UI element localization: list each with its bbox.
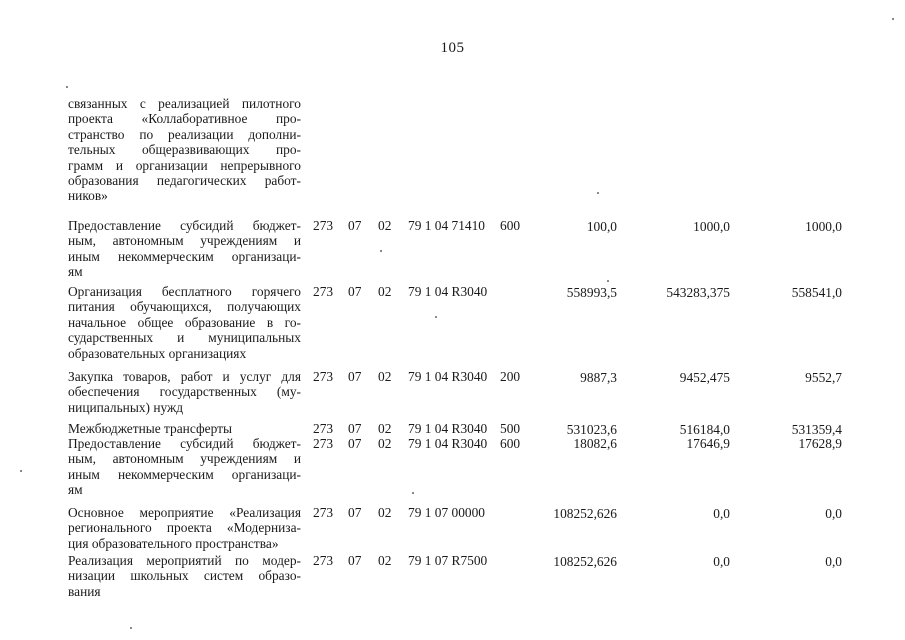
target-article-cell: 79 1 04 R3040: [408, 421, 488, 436]
podrazdel-cell: 02: [378, 369, 392, 384]
expense-type-cell: 600: [500, 436, 521, 451]
row-name-line: Закупка товаров, работ и услуг для: [68, 369, 301, 384]
podrazdel-cell: 02: [378, 284, 392, 299]
row-name-line: Предоставление субсидий бюджет-: [68, 218, 301, 233]
amount-year3-cell: 1000,0: [805, 219, 842, 234]
row-name: [68, 96, 301, 204]
scan-speck: [597, 192, 599, 194]
row-name: [68, 369, 301, 415]
razdel-cell: 07: [348, 436, 362, 451]
amount-year1-cell: 531023,6: [566, 422, 617, 437]
amount-year2-cell: 0,0: [713, 506, 730, 521]
razdel-cell: 07: [348, 553, 362, 568]
grbs-cell: 273: [313, 421, 334, 436]
amount-year2-cell: 9452,475: [679, 370, 730, 385]
row-name-line: проекта «Коллаборативное про-: [68, 111, 301, 127]
grbs-cell: 273: [313, 436, 334, 451]
row-name-line: начальное общее образование в го-: [68, 314, 301, 330]
razdel-cell: 07: [348, 284, 362, 299]
amount-year2-cell: 0,0: [713, 554, 730, 569]
amount-year3-cell: 0,0: [825, 554, 842, 569]
amount-year1-cell: 100,0: [586, 219, 617, 234]
row-name-line: ников»: [68, 188, 108, 204]
scan-speck: [380, 250, 382, 252]
row-name-line: ным, автономным учреждениям и: [68, 233, 301, 249]
scan-speck: [66, 86, 68, 88]
row-name-line: образовательных организациях: [68, 345, 247, 361]
row-name-line: низации школьных систем образо-: [68, 568, 301, 584]
page-number: 105: [440, 40, 465, 56]
amount-year2-cell: 17646,9: [686, 436, 730, 451]
row-name-line: Основное мероприятие «Реализация: [68, 505, 301, 520]
row-name-line: сударственных и муниципальных: [68, 330, 301, 346]
scan-speck: [20, 470, 22, 472]
scan-speck: [130, 627, 132, 629]
expense-type-cell: 500: [500, 421, 521, 436]
amount-year3-cell: 17628,9: [798, 436, 842, 451]
grbs-cell: 273: [313, 284, 334, 299]
row-name-line: питания обучающихся, получающих: [68, 299, 301, 315]
amount-year2-cell: 516184,0: [679, 422, 730, 437]
razdel-cell: 07: [348, 505, 362, 520]
row-name-line: ным, автономным учреждениям и: [68, 451, 301, 467]
row-name: [68, 218, 301, 280]
row-name-line: обеспечения государственных (му-: [68, 384, 301, 400]
razdel-cell: 07: [348, 369, 362, 384]
amount-year1-cell: 108252,626: [553, 554, 617, 569]
row-name-line: грамм и организации непрерывного: [68, 157, 301, 173]
amount-year3-cell: 531359,4: [791, 422, 842, 437]
podrazdel-cell: 02: [378, 436, 392, 451]
grbs-cell: 273: [313, 553, 334, 568]
scan-speck: [435, 316, 437, 318]
row-name-line: тельных общеразвивающих про-: [68, 142, 301, 158]
scan-speck: [412, 492, 414, 494]
row-name: [68, 421, 301, 436]
row-name: [68, 553, 301, 599]
podrazdel-cell: 02: [378, 421, 392, 436]
amount-year1-cell: 108252,626: [553, 506, 617, 521]
row-name-line: связанных с реализацией пилотного: [68, 96, 301, 111]
row-name-line: ям: [68, 264, 83, 280]
amount-year1-cell: 9887,3: [580, 370, 617, 385]
target-article-cell: 79 1 04 R3040: [408, 284, 488, 299]
row-name: [68, 505, 301, 551]
row-name-line: Межбюджетные трансферты: [68, 421, 232, 436]
row-name-line: образования педагогических работ-: [68, 173, 301, 189]
target-article-cell: 79 1 04 71410: [408, 218, 485, 233]
scan-speck: [607, 280, 609, 282]
amount-year1-cell: 558993,5: [566, 285, 617, 300]
podrazdel-cell: 02: [378, 505, 392, 520]
expense-type-cell: 600: [500, 218, 521, 233]
grbs-cell: 273: [313, 369, 334, 384]
row-name-line: странство по реализации дополни-: [68, 126, 301, 142]
row-name-line: иным некоммерческим организаци-: [68, 466, 301, 482]
amount-year2-cell: 1000,0: [693, 219, 730, 234]
amount-year1-cell: 18082,6: [573, 436, 617, 451]
target-article-cell: 79 1 04 R3040: [408, 369, 488, 384]
grbs-cell: 273: [313, 505, 334, 520]
amount-year3-cell: 9552,7: [805, 370, 842, 385]
amount-year3-cell: 0,0: [825, 506, 842, 521]
amount-year2-cell: 543283,375: [666, 285, 730, 300]
podrazdel-cell: 02: [378, 218, 392, 233]
row-name-line: ция образовательного пространства»: [68, 535, 279, 551]
target-article-cell: 79 1 07 00000: [408, 505, 485, 520]
scan-speck: [892, 18, 894, 20]
target-article-cell: 79 1 07 R7500: [408, 553, 488, 568]
razdel-cell: 07: [348, 218, 362, 233]
target-article-cell: 79 1 04 R3040: [408, 436, 488, 451]
row-name-line: Предоставление субсидий бюджет-: [68, 436, 301, 451]
razdel-cell: 07: [348, 421, 362, 436]
expense-type-cell: 200: [500, 369, 521, 384]
row-name-line: иным некоммерческим организаци-: [68, 248, 301, 264]
row-name-line: ям: [68, 482, 83, 498]
row-name-line: ниципальных) нужд: [68, 399, 184, 415]
row-name-line: регионального проекта «Модерниза-: [68, 520, 301, 536]
row-name-line: Организация бесплатного горячего: [68, 284, 301, 299]
podrazdel-cell: 02: [378, 553, 392, 568]
row-name: [68, 436, 301, 498]
grbs-cell: 273: [313, 218, 334, 233]
row-name-line: Реализация мероприятий по модер-: [68, 553, 301, 568]
row-name: [68, 284, 301, 361]
amount-year3-cell: 558541,0: [791, 285, 842, 300]
row-name-line: вания: [68, 583, 101, 599]
